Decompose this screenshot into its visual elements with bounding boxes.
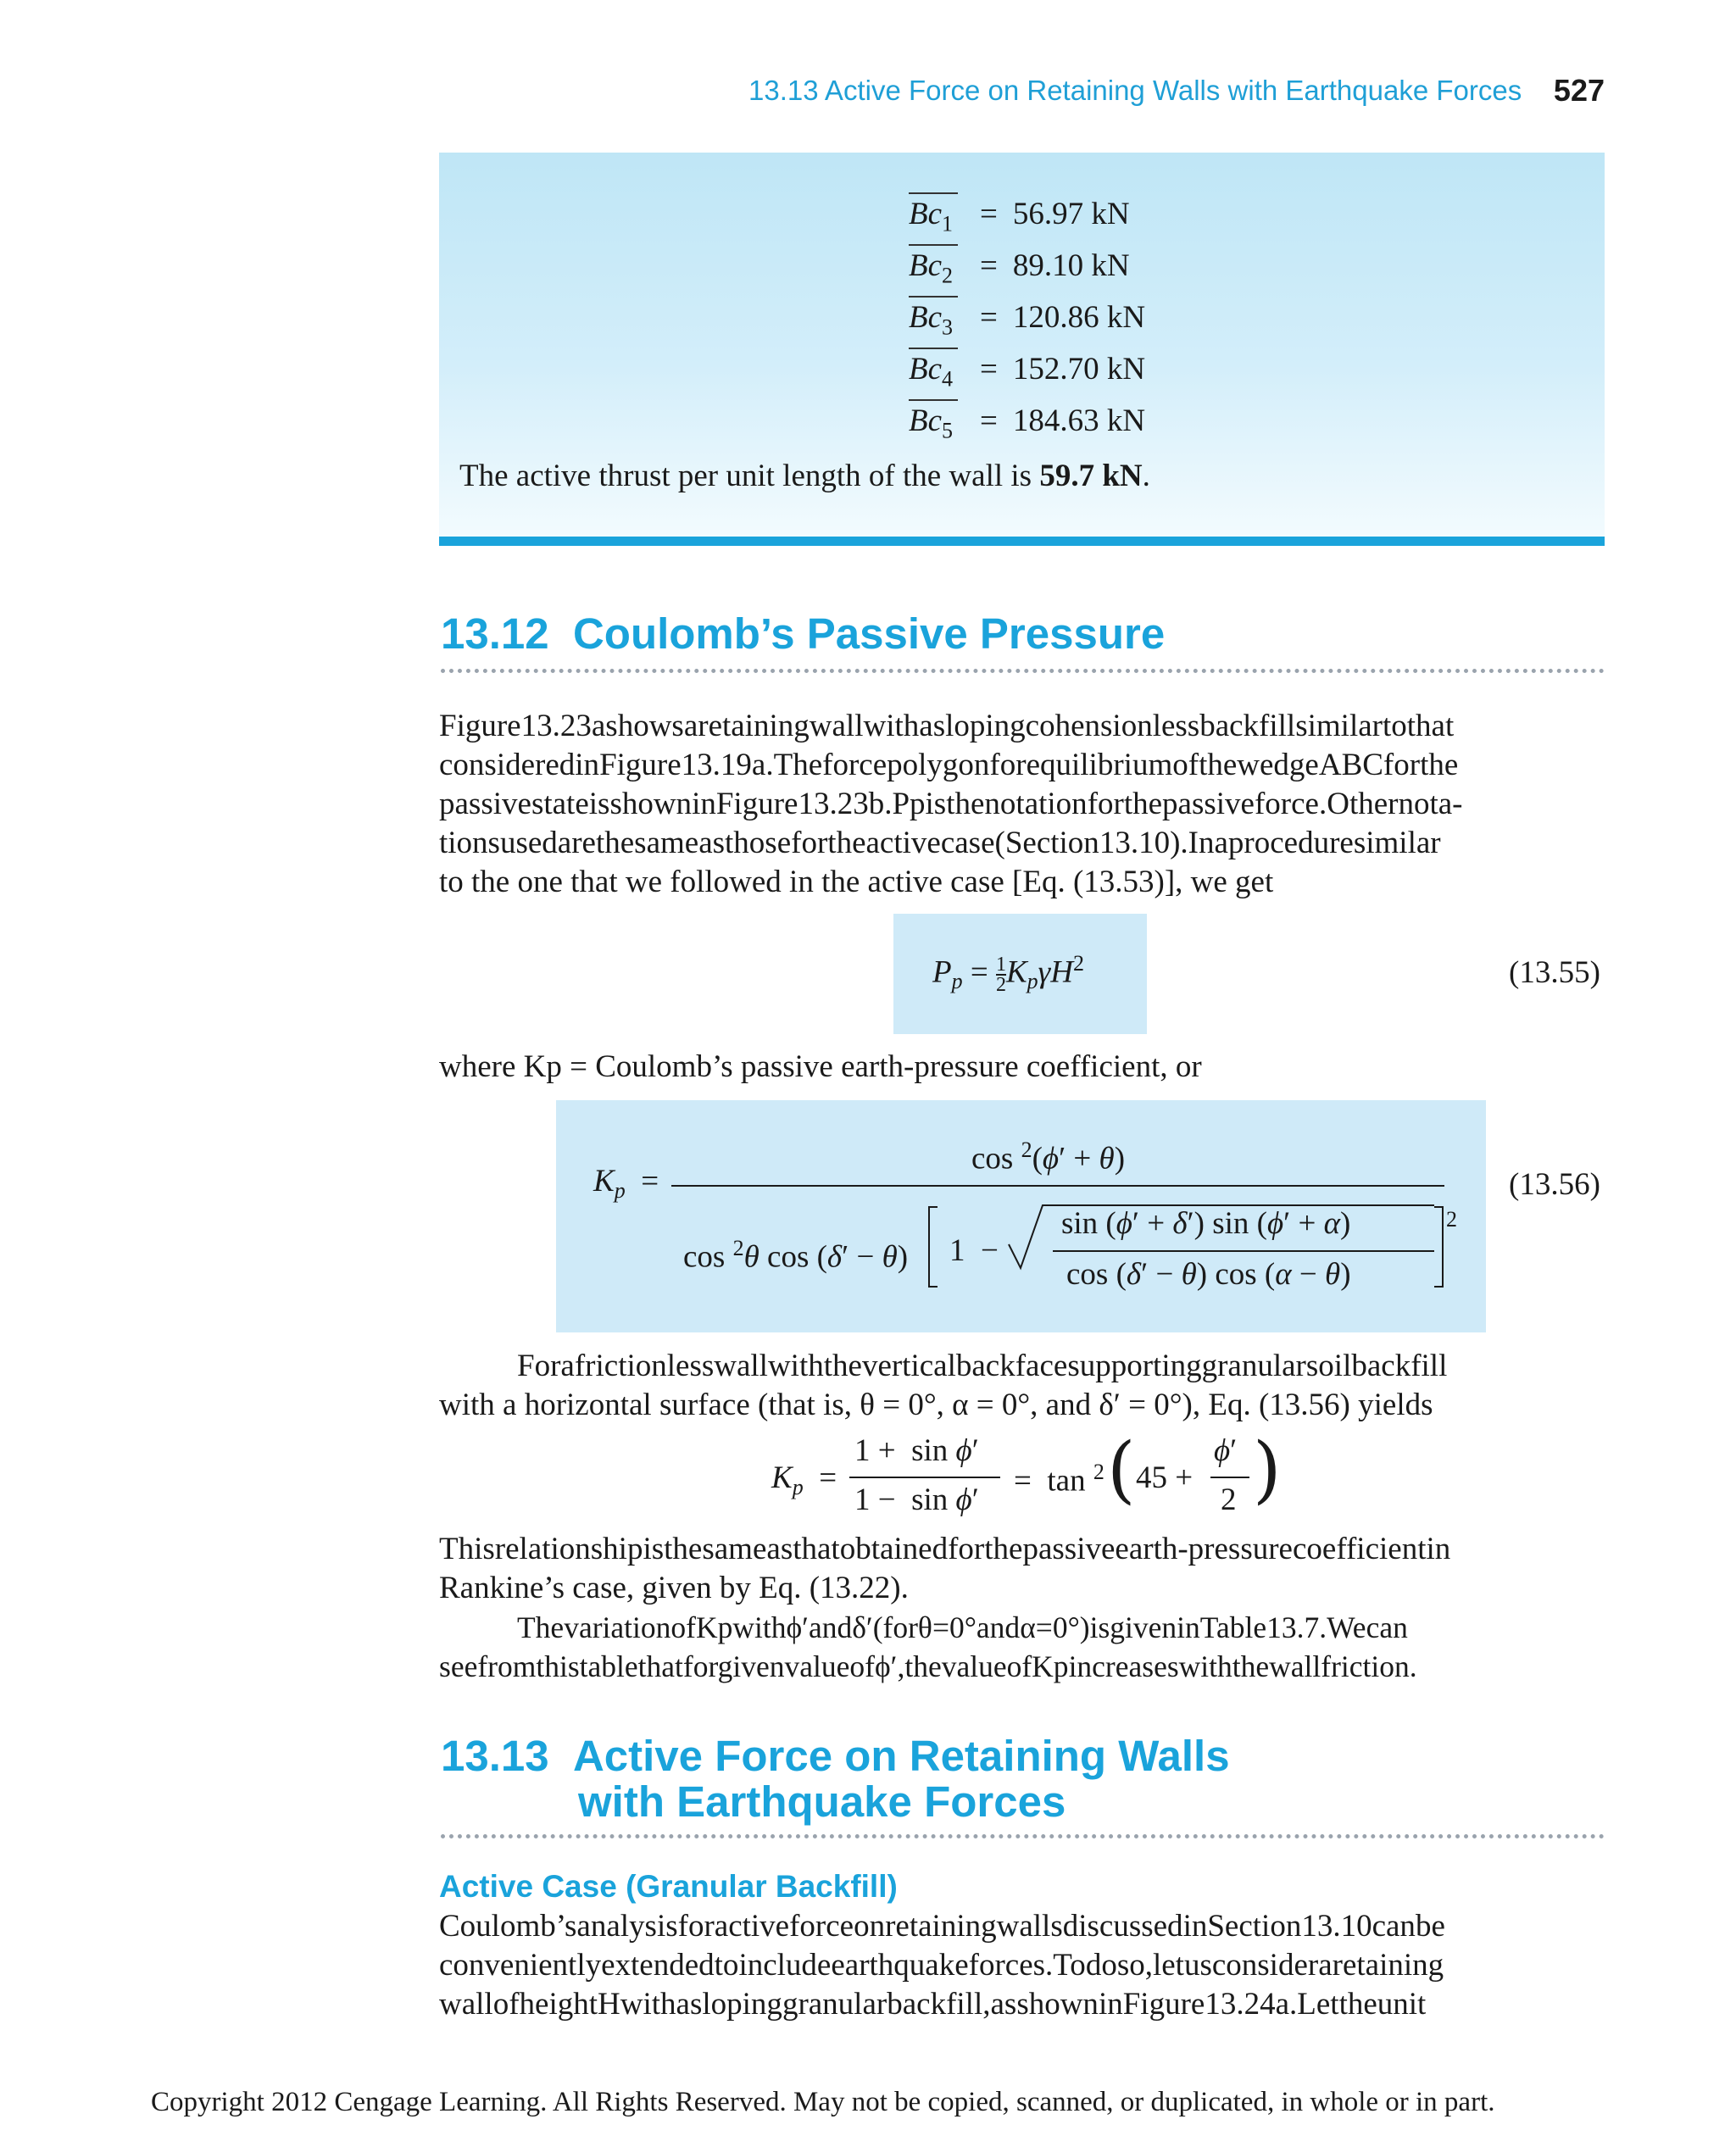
bc-symbol: $Bc_4$ bbox=[909, 348, 958, 392]
equation-row: $Bc_4 = 152.70$ kN bbox=[909, 348, 1145, 392]
equation-number: (13.55) bbox=[1509, 955, 1600, 990]
text-line: Figure13.23ashowsaretainingwallwithaslopingcohensionlessbackfillsimilartothat bbox=[439, 709, 1455, 743]
equation-number: (13.56) bbox=[1509, 1167, 1600, 1202]
text-line: Thisrelationshipisthesameasthatobtainedforthepassiveearth-pressurecoefficientin bbox=[439, 1532, 1451, 1566]
paragraph bbox=[439, 1608, 1605, 1686]
text-line: wallofheightHwithaslopinggranularbackfill,asshowninFigure13.24a.Lettheunit bbox=[439, 1987, 1427, 2022]
half-phi-denominator: 2 bbox=[1221, 1482, 1237, 1517]
text-line: consideredinFigure13.19a.TheforcepolygonforequilibriumofthewedgeABCforthe bbox=[439, 748, 1459, 782]
bc-value: 152.70 kN bbox=[1012, 352, 1146, 387]
running-header bbox=[748, 73, 1605, 114]
text-line: ThevariationofKpwithϕ′andδ′(forθ=0°andα=0°)isgiveninTable13.7.Wecan bbox=[517, 1610, 1408, 1644]
bc-value: 89.10 kN bbox=[1012, 248, 1130, 283]
section-heading-13-12: 13.12 Coulomb’s Passive Pressure bbox=[441, 609, 1166, 658]
kp-rankine-lhs: $K_p$ = bbox=[771, 1460, 837, 1499]
kp-rankine-numerator: 1 + sin ϕ′ bbox=[854, 1433, 979, 1468]
denominator-left: cos $^2$θ cos (δ′ − θ) bbox=[683, 1236, 909, 1275]
bc-symbol: $Bc_3$ bbox=[909, 296, 958, 340]
bc-value: 184.63 kN bbox=[1012, 403, 1146, 438]
radicand-numerator: sin (ϕ′ + δ′) sin (ϕ′ + α) bbox=[1061, 1206, 1351, 1241]
paragraph bbox=[439, 1347, 1605, 1425]
section-divider bbox=[441, 669, 1605, 673]
paragraph bbox=[439, 707, 1605, 902]
fraction-bar bbox=[849, 1477, 1000, 1478]
section-heading-13-13-line2: with Earthquake Forces bbox=[578, 1777, 1066, 1826]
equation-row: $Bc_1 = 56.97$ kN bbox=[909, 192, 1130, 236]
kp-rankine-denominator: 1 − sin ϕ′ bbox=[854, 1482, 979, 1517]
text-line: passivestateisshowninFigure13.23b.Ppisthenotationforthepassiveforce.Othernota- bbox=[439, 787, 1463, 821]
subheading: Active Case (Granular Backfill) bbox=[439, 1869, 898, 1904]
bracket-one: 1 − bbox=[949, 1233, 999, 1268]
paragraph bbox=[439, 1907, 1605, 2024]
text-line: tionsusedarethesameasthosefortheactivecase(Section13.10).Inaproceduresimilar bbox=[439, 826, 1441, 860]
example-box bbox=[439, 153, 1605, 539]
equation-row: $Bc_5 = 184.63$ kN bbox=[909, 399, 1145, 443]
right-paren: ) bbox=[1253, 1427, 1282, 1512]
where-line: where Kp = Coulomb’s passive earth-pressure coefficient, or bbox=[439, 1049, 1202, 1084]
bc-symbol: $Bc_2$ bbox=[909, 244, 958, 288]
text-line: Forafrictionlesswallwiththeverticalbackfacesupportinggranularsoilbackfill bbox=[517, 1349, 1448, 1383]
bracket-exponent: 2 bbox=[1446, 1207, 1457, 1232]
fraction-bar bbox=[1210, 1477, 1249, 1478]
bc-value: 56.97 kN bbox=[1012, 197, 1130, 231]
bc-symbol: $Bc_5$ bbox=[909, 399, 958, 443]
text-line: Coulomb’sanalysisforactiveforceonretainingwallsdiscussedinSection13.10canbe bbox=[439, 1909, 1445, 1944]
bc-symbol: $Bc_1$ bbox=[909, 192, 958, 236]
text-line: Rankine’s case, given by Eq. (13.22). bbox=[439, 1571, 909, 1605]
text-line: with a horizontal surface (that is, θ = 0°, α = 0°, and δ′ = 0°), Eq. (13.56) yields bbox=[439, 1388, 1433, 1422]
equation-13-55: $P_p$ = $\frac{1}{2}$ $K_p\gamma H^2$ bbox=[932, 951, 1084, 996]
text-line: convenientlyextendedtoincludeearthquakeforces.Todoso,letusconsideraretaining bbox=[439, 1948, 1444, 1983]
equation-numerator: cos $^2$(ϕ′ + θ) bbox=[971, 1137, 1126, 1176]
page-number: 527 bbox=[1553, 73, 1605, 108]
half-phi-numerator: ϕ′ bbox=[1214, 1433, 1238, 1468]
bc-value: 120.86 kN bbox=[1012, 300, 1146, 335]
kp-rankine-tan: = tan $^2$ bbox=[1014, 1460, 1104, 1499]
example-conclusion: The active thrust per unit length of the wall is 59.7 kN. bbox=[459, 459, 1150, 493]
text-line: seefromthistablethatforgivenvalueofϕ′,thevalueofKpincreaseswiththewallfriction. bbox=[439, 1649, 1417, 1683]
kp-rankine-45: 45 + bbox=[1136, 1460, 1194, 1495]
section-divider bbox=[441, 1834, 1605, 1838]
left-paren: ( bbox=[1107, 1427, 1136, 1512]
paragraph bbox=[439, 1530, 1605, 1608]
kp-lhs: $K_p$ = bbox=[593, 1164, 659, 1203]
running-title: 13.13 Active Force on Retaining Walls with Earthquake Forces bbox=[748, 75, 1522, 106]
fraction-bar bbox=[671, 1185, 1444, 1187]
example-end-rule bbox=[439, 537, 1605, 546]
copyright-notice: Copyright 2012 Cengage Learning. All Rights Reserved. May not be copied, scanned, or duplicated, in whole or in part. bbox=[151, 2087, 1495, 2117]
radicand-denominator: cos (δ′ − θ) cos (α − θ) bbox=[1066, 1257, 1351, 1292]
equation-row: $Bc_3 = 120.86$ kN bbox=[909, 296, 1145, 340]
text-line: to the one that we followed in the active case [Eq. (13.53)], we get bbox=[439, 865, 1274, 899]
equation-row: $Bc_2 = 89.10$ kN bbox=[909, 244, 1130, 288]
section-heading-13-13: 13.13 Active Force on Retaining Walls bbox=[441, 1732, 1230, 1780]
